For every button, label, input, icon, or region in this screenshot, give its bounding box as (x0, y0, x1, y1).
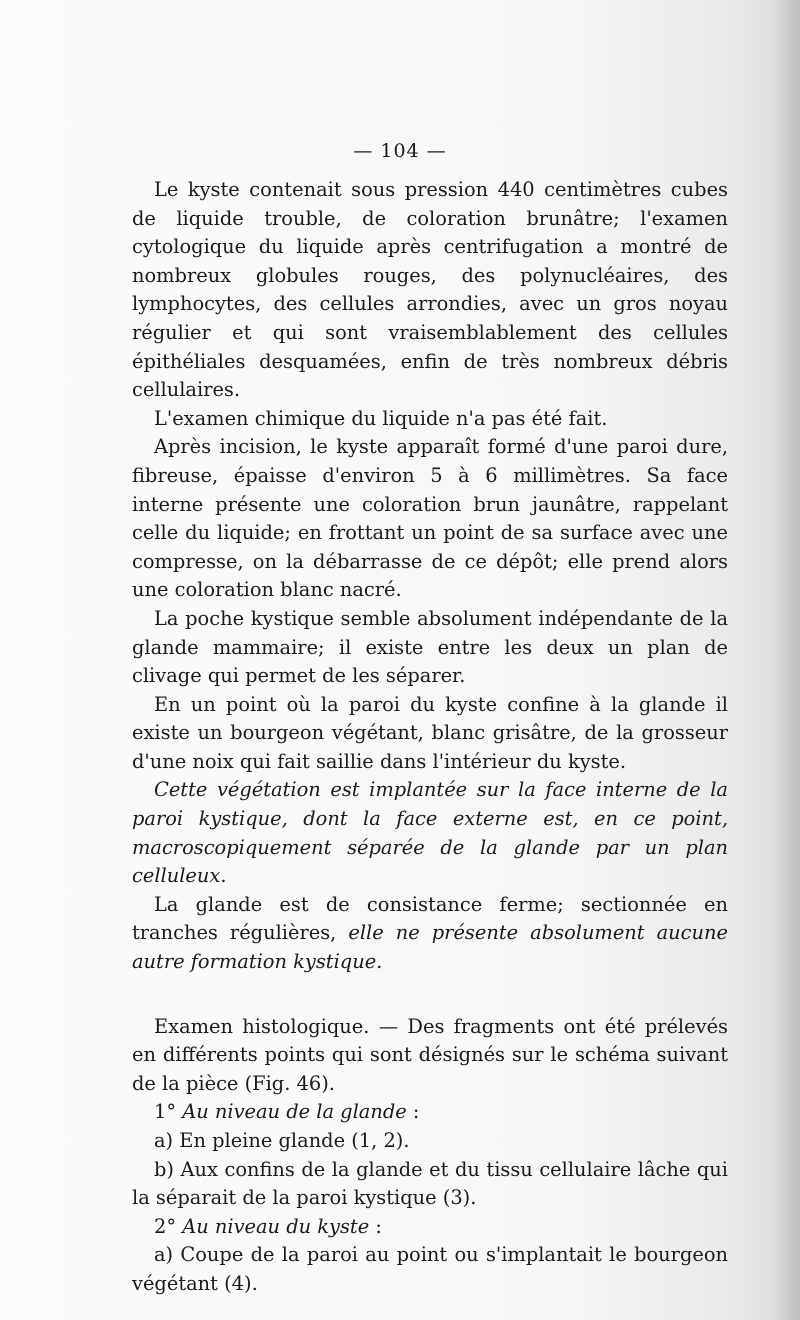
section-gland-colon: : (412, 1100, 420, 1124)
item-gland-a: a) En pleine glande (1, 2). (154, 1129, 410, 1152)
item-cyst-a: a) Coupe de la paroi au point ou s'implantait le bourgeon végétant (4). (132, 1243, 728, 1295)
section-cyst-heading (132, 1213, 728, 1242)
paragraph-bud: En un point où la paroi du kyste confine à la glande il existe un bourgeon végétant, blanc grisâtre, de la grosseur d'une noix qui fait saillie dans l'intérieur du kyste. (132, 692, 728, 773)
histology-heading: Examen histologique. (154, 1014, 370, 1038)
paragraph-cyst-pocket: La poche kystique semble absolument indépendante de la glande mammaire; il existe entre les deux un plan de clivage qui permet de les séparer. (132, 606, 728, 688)
book-spine-shadow (772, 0, 800, 1320)
paragraph-vegetation: Cette végétation est implantée sur la face interne de la paroi kystique, dont la face externe est, en ce point, macroscopiquement séparée de la glande par un plan celluleux. (132, 778, 728, 888)
histology-text: — Des fragments ont été prélevés en différents points qui sont désignés sur le schéma suivant de la pièce (Fig. 46). (132, 1014, 728, 1095)
section-cyst-number: 2° (154, 1214, 177, 1238)
paragraph-cyst-content: Le kyste contenait sous pression 440 centimètres cubes de liquide trouble, de coloration brunâtre; l'examen cytologique du liquide après centrifugation a montré de nombreux globules rouges, des polynucléaires, des lymphocytes, des cellules arrondies, avec un gros noyau régulier et qui sont vraisemblablement des cellules épithéliales desquamées, enfin de très nombreux débris cellulaires. (132, 178, 728, 402)
paragraph-incision: Après incision, le kyste apparaît formé d'une paroi dure, fibreuse, épaisse d'environ 5 à 6 millimètres. Sa face interne présente une coloration brun jaunâtre, rappelant celle du liquide; en frottant un point de sa surface avec une compresse, on la débarrasse de ce dépôt; elle prend alors une coloration blanc nacré. (132, 435, 728, 602)
paragraph-histology (132, 1013, 728, 1099)
gland-text: La glande est de consistance ferme; sectionnée en tranches régulières, (132, 892, 728, 945)
section-cyst-colon: : (375, 1214, 382, 1238)
section-gland-title: Au niveau de la glande (182, 1100, 407, 1124)
page-number: — 104 — (353, 140, 447, 162)
section-gland-number: 1° (154, 1100, 177, 1124)
item-gland-b: b) Aux confins de la glande et du tissu cellulaire lâche qui la séparait de la paroi kystique (3). (132, 1157, 728, 1210)
paragraph-chemical-exam: L'examen chimique du liquide n'a pas été fait. (154, 406, 608, 430)
page-body (132, 176, 728, 1299)
paragraph-gland (132, 891, 728, 977)
gland-text-italic: elle ne présente absolument aucune autre formation kystique. (132, 921, 728, 974)
section-cyst-title: Au niveau du kyste (182, 1214, 370, 1238)
section-gland-heading (132, 1098, 728, 1127)
